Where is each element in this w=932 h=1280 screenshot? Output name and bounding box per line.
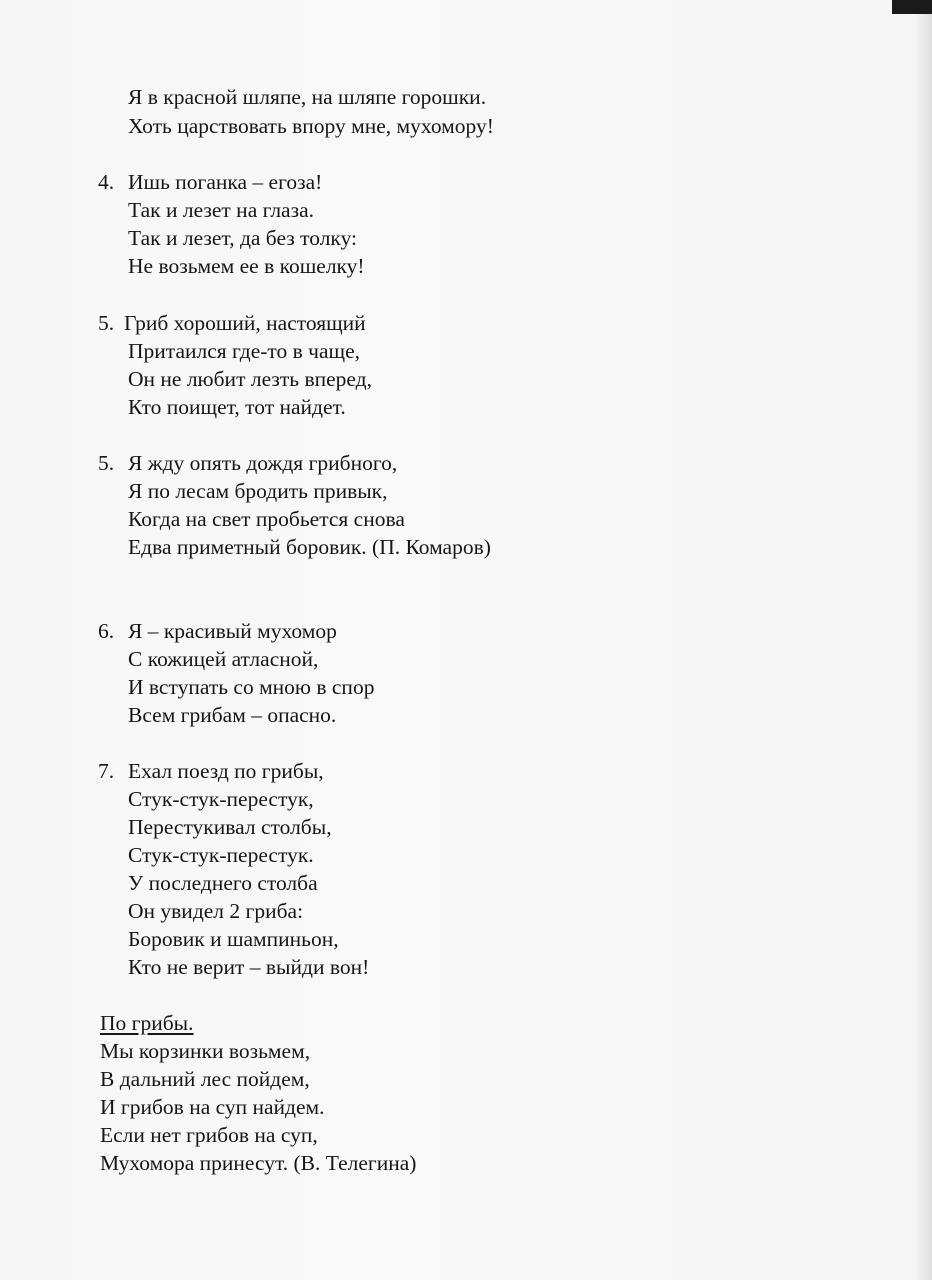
poem-line: У последнего столба (128, 871, 318, 895)
poem-line: Если нет грибов на суп, (100, 1123, 318, 1147)
poem-line: Он не любит лезть вперед, (128, 367, 372, 391)
poem-line: Не возьмем ее в кошелку! (128, 254, 365, 278)
poem-line: Он увидел 2 гриба: (128, 899, 304, 923)
poem-line: Я жду опять дождя грибного, (128, 451, 398, 475)
poem-line: Ишь поганка – егоза! (128, 170, 323, 194)
stanza-number: 6. (98, 619, 115, 643)
poem-line: Всем грибам – опасно. (128, 703, 337, 727)
poem-line: Перестукивал столбы, (128, 815, 332, 839)
poem-line: Мы корзинки возьмем, (100, 1039, 311, 1063)
poem-line: В дальний лес пойдем, (100, 1067, 310, 1091)
poem-line: Стук-стук-перестук, (128, 787, 314, 811)
poem-line: Хоть царствовать впору мне, мухомору! (128, 114, 494, 138)
poem-line: Стук-стук-перестук. (128, 843, 314, 867)
poem-line: Мухомора принесут. (В. Телегина) (100, 1151, 417, 1175)
poem-line: Я в красной шляпе, на шляпе горошки. (128, 85, 487, 109)
stanza-number: 5. (98, 311, 115, 335)
poem-line: Притаился где-то в чаще, (128, 339, 361, 363)
stanza-number: 5. (98, 451, 115, 475)
poem-line: Я – красивый мухомор (128, 619, 337, 643)
stanza-number: 4. (98, 170, 115, 194)
poem-line: Ехал поезд по грибы, (128, 759, 324, 783)
poem-line: Я по лесам бродить привык, (128, 479, 388, 503)
poem-line: Едва приметный боровик. (П. Комаров) (128, 535, 491, 559)
poem-line: Так и лезет, да без толку: (128, 226, 358, 250)
poem-title: По грибы. (100, 1011, 194, 1035)
poem-line: Кто поищет, тот найдет. (128, 395, 346, 419)
poem-line: Кто не верит – выйди вон! (128, 955, 370, 979)
poem-line: И вступать со мною в спор (128, 675, 375, 699)
poem-line: И грибов на суп найдем. (100, 1095, 325, 1119)
poem-line: Боровик и шампиньон, (128, 927, 339, 951)
poem-line: С кожицей атласной, (128, 647, 319, 671)
poem-line: Когда на свет пробьется снова (128, 507, 405, 531)
poem-line: Так и лезет на глаза. (128, 198, 315, 222)
poem-line: Гриб хороший, настоящий (124, 311, 366, 335)
stanza-number: 7. (98, 759, 115, 783)
